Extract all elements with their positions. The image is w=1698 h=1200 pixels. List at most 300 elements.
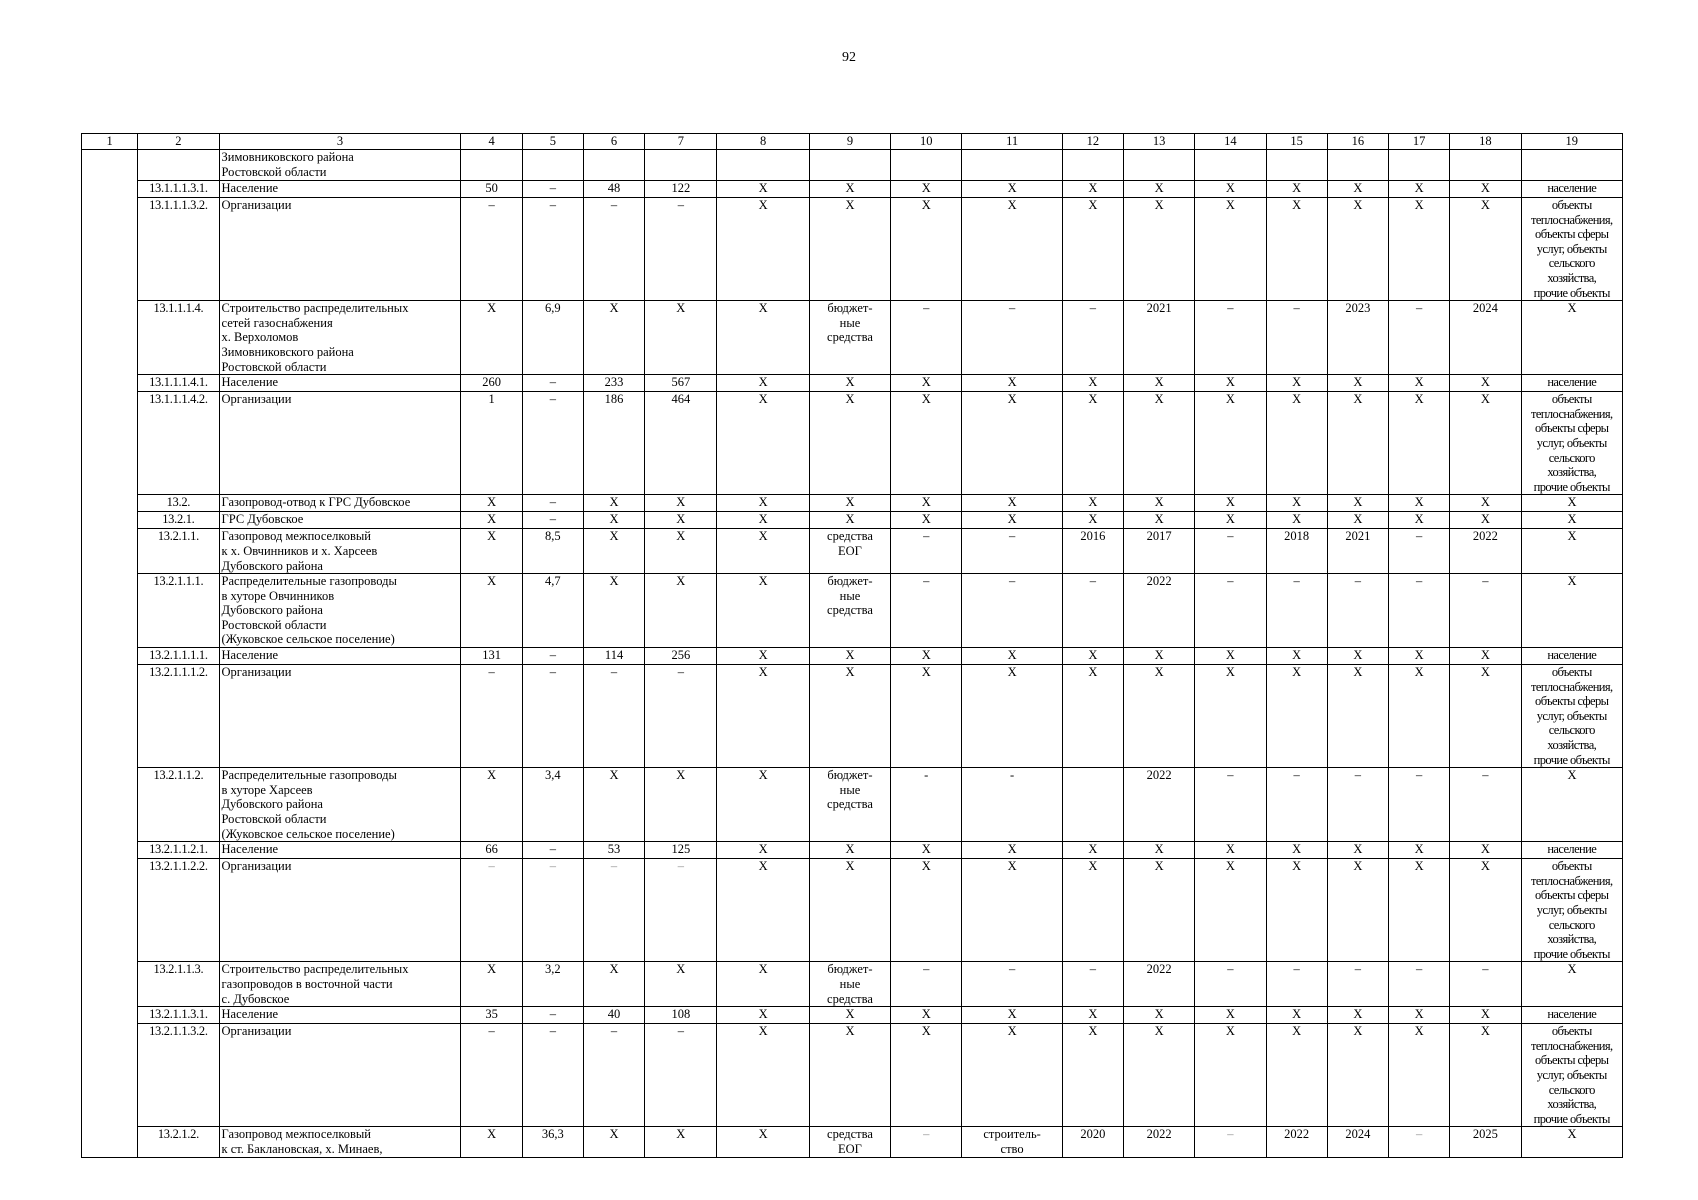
- value-cell: Х: [1124, 495, 1195, 512]
- value-cell: 8,5: [522, 529, 583, 574]
- value-cell: 567: [645, 375, 717, 392]
- value-cell: [645, 150, 717, 181]
- value-cell: –: [522, 375, 583, 392]
- value-cell: Х: [461, 301, 522, 375]
- value-cell: Х: [1450, 198, 1521, 301]
- value-cell: 186: [583, 392, 644, 495]
- value-cell: –: [1450, 574, 1521, 648]
- value-cell: Х: [1266, 1007, 1327, 1024]
- consumer-category: объекты теплоснабжения, объекты сферы услуг, объекты сельского хозяйства, прочие объекты: [1521, 1024, 1622, 1127]
- value-cell: Х: [1266, 512, 1327, 529]
- value-cell: Х: [717, 392, 809, 495]
- value-cell: Х: [1266, 495, 1327, 512]
- value-cell: 108: [645, 1007, 717, 1024]
- header-cell: 1: [82, 134, 138, 150]
- value-cell: бюджет- ные средства: [809, 574, 890, 648]
- value-cell: –: [962, 574, 1062, 648]
- consumer-category: объекты теплоснабжения, объекты сферы услуг, объекты сельского хозяйства, прочие объекты: [1521, 392, 1622, 495]
- table-row: [82, 301, 1623, 375]
- value-cell: 2022: [1124, 962, 1195, 1007]
- value-cell: Х: [809, 859, 890, 962]
- value-cell: Х: [962, 375, 1062, 392]
- value-cell: 2024: [1327, 1127, 1388, 1158]
- value-cell: Х: [962, 842, 1062, 859]
- value-cell: Х: [1266, 1024, 1327, 1127]
- value-cell: 2024: [1450, 301, 1521, 375]
- value-cell: 35: [461, 1007, 522, 1024]
- consumer-category: Х: [1521, 1127, 1622, 1158]
- value-cell: бюджет- ные средства: [809, 301, 890, 375]
- value-cell: –: [1389, 574, 1450, 648]
- value-cell: Х: [1450, 648, 1521, 665]
- value-cell: строитель- ство: [962, 1127, 1062, 1158]
- header-cell: 13: [1124, 134, 1195, 150]
- value-cell: Х: [717, 375, 809, 392]
- value-cell: 2025: [1450, 1127, 1521, 1158]
- value-cell: 233: [583, 375, 644, 392]
- consumer-category: Х: [1521, 495, 1622, 512]
- value-cell: Х: [717, 198, 809, 301]
- table-row: [82, 842, 1623, 859]
- value-cell: Х: [717, 1007, 809, 1024]
- value-cell: Х: [717, 495, 809, 512]
- value-cell: [1327, 150, 1388, 181]
- value-cell: 50: [461, 181, 522, 198]
- column-1-cell: [82, 150, 138, 1158]
- value-cell: Х: [583, 1127, 644, 1158]
- value-cell: [1062, 768, 1123, 842]
- value-cell: –: [891, 962, 962, 1007]
- value-cell: –: [461, 859, 522, 962]
- value-cell: [1450, 150, 1521, 181]
- value-cell: Х: [891, 198, 962, 301]
- table-row: [82, 392, 1623, 495]
- value-cell: –: [522, 665, 583, 768]
- value-cell: Х: [1062, 1007, 1123, 1024]
- table-row: [82, 529, 1623, 574]
- row-name: Население: [219, 375, 461, 392]
- value-cell: 125: [645, 842, 717, 859]
- value-cell: 53: [583, 842, 644, 859]
- row-code: 13.2.: [138, 495, 219, 512]
- value-cell: Х: [962, 859, 1062, 962]
- value-cell: –: [522, 392, 583, 495]
- table-row: [82, 1007, 1623, 1024]
- value-cell: –: [645, 198, 717, 301]
- value-cell: -: [962, 768, 1062, 842]
- value-cell: –: [1195, 301, 1266, 375]
- consumer-category: объекты теплоснабжения, объекты сферы услуг, объекты сельского хозяйства, прочие объекты: [1521, 198, 1622, 301]
- value-cell: Х: [1389, 665, 1450, 768]
- value-cell: Х: [583, 529, 644, 574]
- value-cell: –: [1389, 1127, 1450, 1158]
- value-cell: Х: [717, 859, 809, 962]
- value-cell: Х: [1450, 495, 1521, 512]
- value-cell: Х: [717, 648, 809, 665]
- value-cell: Х: [1195, 512, 1266, 529]
- value-cell: –: [522, 512, 583, 529]
- header-row: [82, 134, 1623, 150]
- value-cell: 2022: [1124, 574, 1195, 648]
- table-row: [82, 665, 1623, 768]
- value-cell: Х: [1062, 198, 1123, 301]
- value-cell: 2022: [1450, 529, 1521, 574]
- value-cell: Х: [1124, 1007, 1195, 1024]
- header-cell: 11: [962, 134, 1062, 150]
- value-cell: Х: [962, 1024, 1062, 1127]
- value-cell: Х: [891, 665, 962, 768]
- table-row: [82, 768, 1623, 842]
- value-cell: Х: [717, 1024, 809, 1127]
- value-cell: –: [1062, 574, 1123, 648]
- header-cell: 15: [1266, 134, 1327, 150]
- header-cell: 7: [645, 134, 717, 150]
- value-cell: Х: [1124, 375, 1195, 392]
- value-cell: Х: [645, 301, 717, 375]
- value-cell: Х: [717, 301, 809, 375]
- value-cell: Х: [1327, 859, 1388, 962]
- header-cell: 17: [1389, 134, 1450, 150]
- consumer-category: Х: [1521, 574, 1622, 648]
- value-cell: Х: [1124, 859, 1195, 962]
- value-cell: –: [1389, 962, 1450, 1007]
- row-code: 13.1.1.1.4.: [138, 301, 219, 375]
- value-cell: –: [522, 495, 583, 512]
- value-cell: Х: [891, 512, 962, 529]
- value-cell: Х: [1389, 375, 1450, 392]
- value-cell: Х: [1450, 842, 1521, 859]
- value-cell: Х: [891, 842, 962, 859]
- value-cell: Х: [717, 181, 809, 198]
- row-code: 13.2.1.1.1.2.: [138, 665, 219, 768]
- value-cell: Х: [717, 768, 809, 842]
- table-row: [82, 859, 1623, 962]
- value-cell: Х: [1062, 181, 1123, 198]
- value-cell: 256: [645, 648, 717, 665]
- value-cell: Х: [1327, 181, 1388, 198]
- header-cell: 18: [1450, 134, 1521, 150]
- value-cell: 464: [645, 392, 717, 495]
- value-cell: Х: [962, 495, 1062, 512]
- header-cell: 9: [809, 134, 890, 150]
- value-cell: средства ЕОГ: [809, 529, 890, 574]
- value-cell: Х: [1450, 1007, 1521, 1024]
- header-cell: 16: [1327, 134, 1388, 150]
- value-cell: 114: [583, 648, 644, 665]
- value-cell: Х: [962, 392, 1062, 495]
- value-cell: –: [461, 1024, 522, 1127]
- value-cell: –: [1195, 768, 1266, 842]
- table-row: [82, 495, 1623, 512]
- value-cell: –: [1195, 1127, 1266, 1158]
- value-cell: Х: [809, 495, 890, 512]
- table-row: [82, 375, 1623, 392]
- value-cell: Х: [1062, 512, 1123, 529]
- value-cell: –: [645, 859, 717, 962]
- value-cell: Х: [583, 574, 644, 648]
- header-cell: 14: [1195, 134, 1266, 150]
- value-cell: Х: [1389, 1024, 1450, 1127]
- row-code: 13.2.1.1.2.1.: [138, 842, 219, 859]
- value-cell: 2023: [1327, 301, 1388, 375]
- row-name: Население: [219, 181, 461, 198]
- value-cell: 1: [461, 392, 522, 495]
- value-cell: –: [1062, 301, 1123, 375]
- row-code: 13.1.1.1.4.1.: [138, 375, 219, 392]
- value-cell: 2022: [1124, 768, 1195, 842]
- value-cell: Х: [645, 512, 717, 529]
- value-cell: Х: [717, 665, 809, 768]
- row-name: Население: [219, 842, 461, 859]
- value-cell: Х: [1195, 665, 1266, 768]
- table-row: [82, 574, 1623, 648]
- row-code: 13.2.1.1.: [138, 529, 219, 574]
- value-cell: 2018: [1266, 529, 1327, 574]
- row-code: 13.2.1.1.3.: [138, 962, 219, 1007]
- value-cell: 122: [645, 181, 717, 198]
- value-cell: Х: [1266, 859, 1327, 962]
- row-name: Организации: [219, 198, 461, 301]
- value-cell: Х: [645, 962, 717, 1007]
- value-cell: 2020: [1062, 1127, 1123, 1158]
- consumer-category: Х: [1521, 768, 1622, 842]
- value-cell: 48: [583, 181, 644, 198]
- value-cell: Х: [1266, 842, 1327, 859]
- row-code: 13.2.1.1.1.: [138, 574, 219, 648]
- header-cell: 2: [138, 134, 219, 150]
- row-name: Организации: [219, 392, 461, 495]
- row-name: Газопровод-отвод к ГРС Дубовское: [219, 495, 461, 512]
- header-cell: 6: [583, 134, 644, 150]
- value-cell: [461, 150, 522, 181]
- value-cell: –: [1266, 962, 1327, 1007]
- value-cell: Х: [583, 512, 644, 529]
- value-cell: Х: [1062, 392, 1123, 495]
- value-cell: Х: [809, 648, 890, 665]
- header-cell: 8: [717, 134, 809, 150]
- consumer-category: Х: [1521, 512, 1622, 529]
- value-cell: Х: [717, 574, 809, 648]
- value-cell: –: [891, 1127, 962, 1158]
- value-cell: Х: [1124, 842, 1195, 859]
- value-cell: –: [891, 574, 962, 648]
- value-cell: Х: [809, 842, 890, 859]
- value-cell: Х: [809, 1007, 890, 1024]
- value-cell: Х: [962, 648, 1062, 665]
- row-code: 13.1.1.1.3.1.: [138, 181, 219, 198]
- consumer-category: Х: [1521, 529, 1622, 574]
- data-table: [81, 133, 1623, 1158]
- value-cell: –: [522, 1007, 583, 1024]
- value-cell: Х: [1389, 842, 1450, 859]
- value-cell: -: [891, 768, 962, 842]
- value-cell: –: [891, 529, 962, 574]
- row-code: 13.2.1.2.: [138, 1127, 219, 1158]
- value-cell: Х: [1389, 495, 1450, 512]
- value-cell: Х: [1062, 375, 1123, 392]
- value-cell: Х: [891, 1007, 962, 1024]
- table-body: [82, 134, 1623, 1158]
- row-name: Зимовниковского района Ростовской области: [219, 150, 461, 181]
- value-cell: Х: [461, 768, 522, 842]
- row-code: 13.2.1.1.3.2.: [138, 1024, 219, 1127]
- table-row: [82, 181, 1623, 198]
- value-cell: Х: [461, 962, 522, 1007]
- value-cell: –: [583, 859, 644, 962]
- value-cell: средства ЕОГ: [809, 1127, 890, 1158]
- value-cell: Х: [809, 512, 890, 529]
- value-cell: Х: [1389, 859, 1450, 962]
- value-cell: –: [1389, 529, 1450, 574]
- row-code: 13.2.1.: [138, 512, 219, 529]
- row-name: Строительство распределительных газопроводов в восточной части с. Дубовское: [219, 962, 461, 1007]
- value-cell: Х: [1124, 512, 1195, 529]
- value-cell: –: [1327, 574, 1388, 648]
- consumer-category: [1521, 150, 1622, 181]
- value-cell: Х: [1124, 1024, 1195, 1127]
- value-cell: –: [1327, 962, 1388, 1007]
- value-cell: [809, 150, 890, 181]
- value-cell: 36,3: [522, 1127, 583, 1158]
- value-cell: Х: [962, 1007, 1062, 1024]
- value-cell: 66: [461, 842, 522, 859]
- value-cell: –: [461, 198, 522, 301]
- value-cell: Х: [1327, 198, 1388, 301]
- value-cell: [1195, 150, 1266, 181]
- value-cell: 260: [461, 375, 522, 392]
- value-cell: Х: [645, 529, 717, 574]
- value-cell: –: [522, 1024, 583, 1127]
- value-cell: Х: [809, 392, 890, 495]
- value-cell: Х: [962, 198, 1062, 301]
- value-cell: 2022: [1266, 1127, 1327, 1158]
- value-cell: Х: [1266, 375, 1327, 392]
- value-cell: Х: [1327, 665, 1388, 768]
- consumer-category: объекты теплоснабжения, объекты сферы услуг, объекты сельского хозяйства, прочие объекты: [1521, 859, 1622, 962]
- value-cell: –: [583, 1024, 644, 1127]
- value-cell: 2016: [1062, 529, 1123, 574]
- value-cell: [522, 150, 583, 181]
- row-name: Газопровод межпоселковый к х. Овчинников и х. Харсеев Дубовского района: [219, 529, 461, 574]
- value-cell: Х: [1389, 392, 1450, 495]
- value-cell: Х: [1450, 859, 1521, 962]
- value-cell: Х: [1062, 648, 1123, 665]
- value-cell: –: [522, 859, 583, 962]
- value-cell: Х: [1195, 495, 1266, 512]
- value-cell: Х: [461, 1127, 522, 1158]
- value-cell: –: [522, 842, 583, 859]
- value-cell: Х: [461, 529, 522, 574]
- value-cell: –: [1450, 768, 1521, 842]
- consumer-category: население: [1521, 181, 1622, 198]
- value-cell: [583, 150, 644, 181]
- value-cell: Х: [809, 181, 890, 198]
- value-cell: Х: [1124, 648, 1195, 665]
- value-cell: 2017: [1124, 529, 1195, 574]
- row-name: Строительство распределительных сетей газоснабжения х. Верхоломов Зимовниковского района Ростовской области: [219, 301, 461, 375]
- value-cell: Х: [645, 574, 717, 648]
- value-cell: 2022: [1124, 1127, 1195, 1158]
- row-name: Организации: [219, 859, 461, 962]
- value-cell: –: [1195, 574, 1266, 648]
- value-cell: [891, 150, 962, 181]
- value-cell: Х: [1327, 1024, 1388, 1127]
- value-cell: 131: [461, 648, 522, 665]
- value-cell: Х: [717, 962, 809, 1007]
- page-number: 92: [842, 50, 856, 65]
- value-cell: Х: [1062, 1024, 1123, 1127]
- value-cell: Х: [1389, 648, 1450, 665]
- value-cell: –: [583, 198, 644, 301]
- consumer-category: население: [1521, 375, 1622, 392]
- value-cell: бюджет- ные средства: [809, 768, 890, 842]
- value-cell: Х: [891, 375, 962, 392]
- value-cell: 3,4: [522, 768, 583, 842]
- header-cell: 3: [219, 134, 461, 150]
- value-cell: Х: [891, 1024, 962, 1127]
- header-cell: 19: [1521, 134, 1622, 150]
- row-name: Организации: [219, 1024, 461, 1127]
- value-cell: –: [1389, 301, 1450, 375]
- value-cell: –: [1195, 529, 1266, 574]
- value-cell: Х: [1389, 181, 1450, 198]
- value-cell: [962, 150, 1062, 181]
- value-cell: Х: [717, 512, 809, 529]
- table-row: [82, 1024, 1623, 1127]
- value-cell: Х: [1124, 198, 1195, 301]
- value-cell: [1266, 150, 1327, 181]
- row-code: 13.2.1.1.2.2.: [138, 859, 219, 962]
- value-cell: Х: [645, 1127, 717, 1158]
- value-cell: Х: [1389, 1007, 1450, 1024]
- value-cell: –: [1062, 962, 1123, 1007]
- value-cell: Х: [1062, 842, 1123, 859]
- value-cell: Х: [1327, 495, 1388, 512]
- value-cell: Х: [1124, 392, 1195, 495]
- header-cell: 5: [522, 134, 583, 150]
- value-cell: Х: [962, 181, 1062, 198]
- value-cell: Х: [1062, 859, 1123, 962]
- value-cell: –: [962, 301, 1062, 375]
- value-cell: Х: [809, 198, 890, 301]
- value-cell: Х: [461, 512, 522, 529]
- value-cell: [1124, 150, 1195, 181]
- value-cell: Х: [1195, 648, 1266, 665]
- value-cell: Х: [1327, 842, 1388, 859]
- value-cell: Х: [891, 392, 962, 495]
- row-name: Газопровод межпоселковый к ст. Баклановская, х. Минаев,: [219, 1127, 461, 1158]
- value-cell: Х: [1327, 392, 1388, 495]
- table-row: [82, 150, 1623, 181]
- value-cell: бюджет- ные средства: [809, 962, 890, 1007]
- value-cell: Х: [1450, 181, 1521, 198]
- header-cell: 4: [461, 134, 522, 150]
- value-cell: Х: [1389, 198, 1450, 301]
- value-cell: Х: [1124, 181, 1195, 198]
- value-cell: Х: [1327, 648, 1388, 665]
- row-name: Население: [219, 1007, 461, 1024]
- value-cell: –: [1266, 768, 1327, 842]
- value-cell: Х: [891, 181, 962, 198]
- value-cell: Х: [1450, 512, 1521, 529]
- value-cell: [717, 150, 809, 181]
- value-cell: Х: [891, 859, 962, 962]
- value-cell: Х: [1266, 198, 1327, 301]
- value-cell: Х: [1195, 181, 1266, 198]
- consumer-category: Х: [1521, 301, 1622, 375]
- value-cell: 2021: [1124, 301, 1195, 375]
- value-cell: Х: [1195, 392, 1266, 495]
